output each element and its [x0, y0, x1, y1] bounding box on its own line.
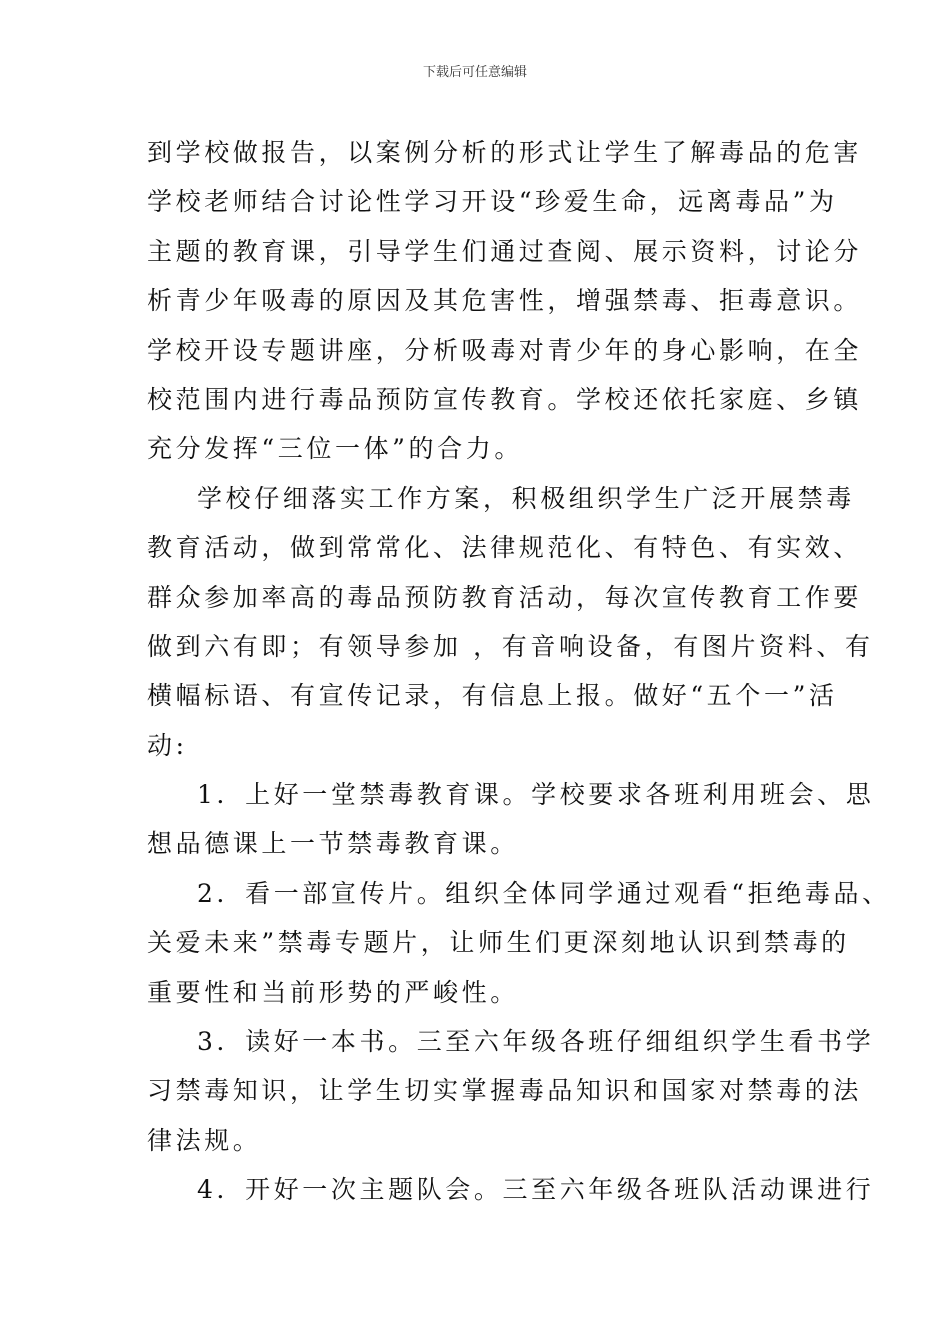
text-line: 到学校做报告，以案例分析的形式让学生了解毒品的危害: [147, 138, 863, 167]
text-line: 关爱未来”禁毒专题片，让师生们更深刻地认识到禁毒的: [147, 928, 850, 958]
text-line: 主题的教育课，引导学生们通过查阅、展示资料，讨论分: [147, 236, 863, 266]
text-line: 横幅标语、有宣传记录，有信息上报。做好“五个一”活: [147, 681, 838, 711]
text-line: 充分发挥“三位一体”的合力。: [147, 434, 523, 464]
text-line: 律法规。: [147, 1125, 262, 1155]
list-item-2-start: 2．看一部宣传片。组织全体同学通过观看“拒绝毒品、: [197, 878, 891, 908]
text-line: 做到六有即；有领导参加 ，有音响设备，有图片资料、有: [147, 631, 874, 661]
document-body: [147, 128, 891, 1215]
text-line: 学校老师结合讨论性学习开设“珍爱生命，远离毒品”为: [147, 187, 838, 217]
text-line: 析青少年吸毒的原因及其危害性，增强禁毒、拒毒意识。: [147, 286, 863, 316]
list-item-1-start: 1．上好一堂禁毒教育课。学校要求各班利用班会、思: [197, 780, 875, 810]
list-item-3-start: 3．读好一本书。三至六年级各班仔细组织学生看书学: [197, 1027, 875, 1057]
text-line: 教育活动，做到常常化、法律规范化、有特色、有实效、: [147, 533, 863, 563]
text-line: 重要性和当前形势的严峻性。: [147, 977, 519, 1007]
text-line: 学校开设专题讲座，分析吸毒对青少年的身心影响，在全: [147, 335, 863, 365]
text-line: 习禁毒知识，让学生切实掌握毒品知识和国家对禁毒的法: [147, 1076, 863, 1106]
page-header: 下载后可任意编辑: [422, 65, 527, 80]
text-line: 校范围内进行毒品预防宣传教育。学校还依托家庭、乡镇: [147, 384, 863, 414]
text-line: 动:: [147, 730, 188, 760]
list-item-4-start: 4．开好一次主题队会。三至六年级各班队活动课进行: [197, 1175, 875, 1205]
text-line: 群众参加率高的毒品预防教育活动，每次宣传教育工作要: [147, 582, 863, 612]
paragraph-start-line: 学校仔细落实工作方案，积极组织学生广泛开展禁毒: [197, 483, 855, 513]
text-line: 想品德课上一节禁毒教育课。: [147, 829, 519, 859]
